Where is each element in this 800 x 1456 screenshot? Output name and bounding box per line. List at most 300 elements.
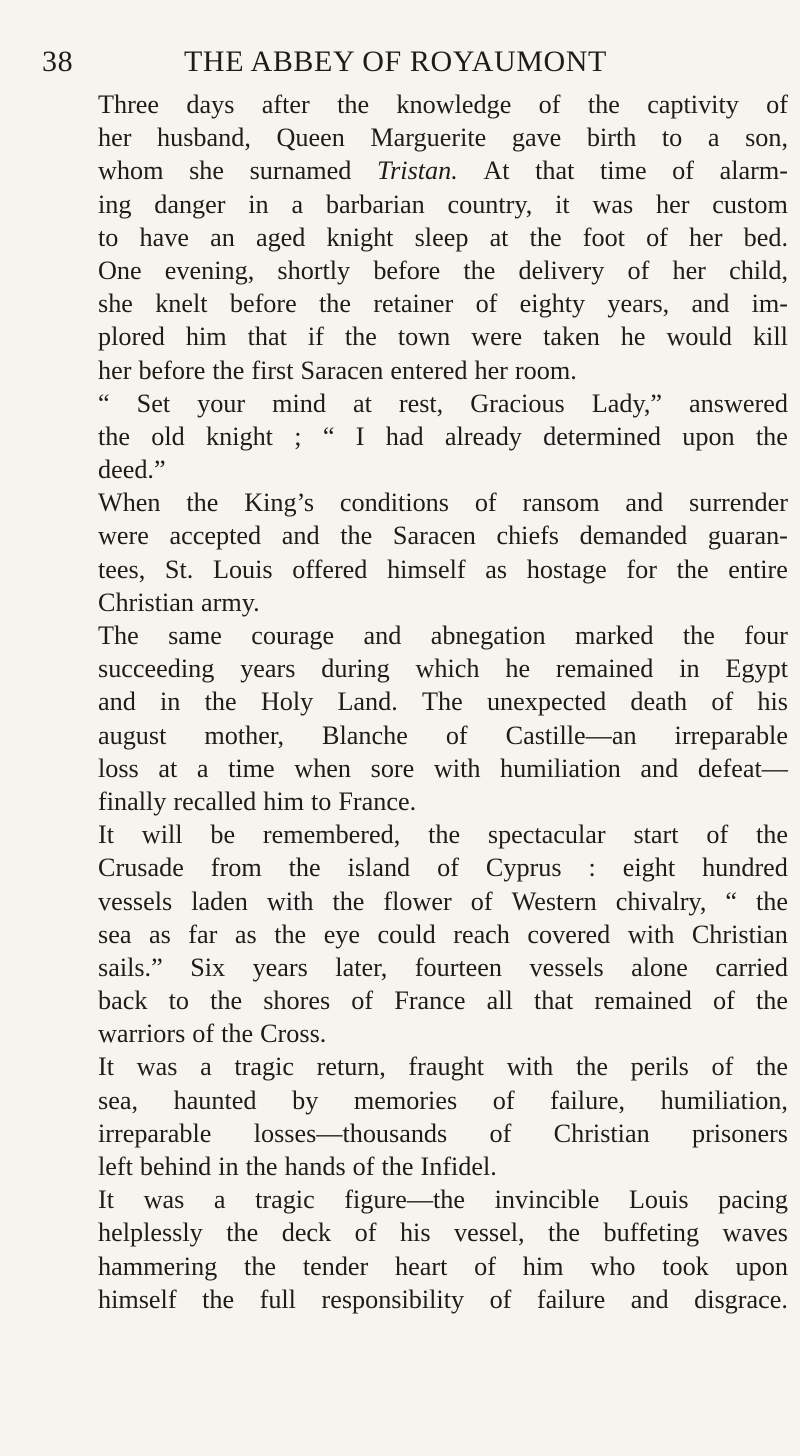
running-head	[42, 42, 754, 82]
word: shortly	[277, 255, 351, 285]
word: failure	[536, 1284, 606, 1314]
word: left	[98, 1152, 133, 1181]
word: birth	[586, 123, 637, 153]
word: son,	[745, 123, 788, 153]
word: could	[377, 919, 436, 949]
word: guaran-	[707, 521, 788, 551]
word: loss	[98, 753, 139, 783]
word: room.	[514, 355, 577, 385]
word: The	[422, 687, 463, 717]
word: when	[294, 753, 352, 783]
word: of	[474, 488, 497, 518]
word: covered	[527, 919, 611, 949]
word: he	[620, 322, 646, 352]
word: of	[351, 986, 374, 1016]
word: it	[555, 189, 570, 219]
word: he	[505, 654, 531, 684]
word: ;	[294, 421, 302, 451]
word: failure,	[550, 1085, 626, 1115]
word: deed.”	[98, 455, 166, 485]
word: spectacular	[487, 820, 606, 850]
word: husband,	[157, 123, 251, 153]
word: Tristan.	[376, 156, 458, 186]
word: im-	[751, 289, 788, 319]
word: knowledge	[396, 90, 512, 119]
word: all	[486, 986, 513, 1016]
word: himself	[387, 554, 466, 584]
word: ing	[98, 189, 132, 219]
text-line	[98, 287, 788, 320]
word: the	[221, 1019, 254, 1049]
word: memories	[353, 1085, 458, 1115]
word: reach	[453, 919, 510, 949]
word: fourteen	[414, 952, 503, 982]
word: Cyprus	[485, 853, 562, 883]
word: heart	[395, 1251, 448, 1281]
word: of	[492, 1085, 515, 1115]
word: of	[712, 986, 735, 1016]
word: an	[210, 222, 235, 252]
word: in	[679, 654, 700, 684]
word: Marguerite	[370, 123, 487, 153]
word: sails.”	[98, 952, 163, 982]
word: hundred	[702, 853, 788, 883]
word: old	[151, 421, 185, 451]
text-line	[98, 453, 788, 486]
word: plored	[98, 322, 165, 352]
word: himself	[98, 1284, 177, 1314]
word: town	[397, 322, 451, 352]
word: her	[98, 123, 132, 153]
text-line	[98, 420, 788, 453]
word: as	[485, 554, 508, 584]
word: sleep	[414, 222, 469, 252]
word: knelt	[155, 289, 208, 319]
text-line	[98, 553, 788, 586]
word: losses—thousands	[253, 1118, 448, 1148]
word: of	[470, 886, 493, 916]
word: of	[706, 820, 729, 850]
word: Holy	[260, 687, 314, 717]
word: It	[98, 820, 114, 850]
word: will	[141, 820, 183, 850]
word: surrender	[689, 488, 788, 518]
page-number: 38	[42, 45, 74, 78]
word: aged	[255, 222, 306, 252]
word: prisoners	[691, 1118, 788, 1148]
word: shores	[263, 986, 331, 1016]
text-line	[98, 951, 788, 984]
word: Louis	[628, 1185, 689, 1215]
word: ransom	[522, 488, 600, 518]
word: of	[627, 255, 650, 285]
word: his	[399, 1218, 431, 1248]
word: Six	[190, 952, 226, 982]
word: bed.	[743, 222, 788, 252]
word: Saracen	[392, 521, 476, 551]
word: before	[229, 289, 297, 319]
word: tragic	[234, 1052, 294, 1082]
word: would	[666, 322, 732, 352]
word: of	[474, 1251, 496, 1281]
word: flower	[383, 886, 452, 916]
word: Louis	[212, 554, 273, 584]
text-line	[98, 1216, 788, 1249]
word: from	[210, 853, 262, 883]
word: fraught	[408, 1052, 485, 1082]
text-line	[98, 1250, 788, 1283]
word: him	[522, 1251, 564, 1281]
word: perils	[630, 1052, 689, 1082]
word: and	[640, 753, 679, 783]
text-line	[98, 1017, 788, 1050]
word: of	[766, 90, 788, 119]
word: as	[234, 919, 257, 949]
word: Christian	[553, 1118, 650, 1148]
text-line	[98, 519, 788, 552]
text-line	[98, 785, 788, 818]
word: Castille—an	[505, 720, 637, 750]
word: his	[757, 687, 788, 717]
word: Gracious	[470, 388, 565, 418]
word: barbarian	[325, 189, 425, 219]
word: danger	[154, 189, 226, 219]
word: waves	[722, 1218, 788, 1248]
word: foot	[582, 222, 625, 252]
word: time	[600, 156, 647, 186]
word: far	[188, 919, 218, 949]
text-line	[98, 619, 788, 652]
word: took	[662, 1251, 709, 1281]
word: demanded	[579, 521, 688, 551]
text-line	[98, 88, 788, 121]
word: and	[630, 1284, 669, 1314]
word: answered	[689, 388, 788, 418]
word: buffeting	[603, 1218, 700, 1248]
word: Saracen	[300, 355, 384, 385]
word: the	[244, 1251, 277, 1281]
word: her	[474, 355, 508, 385]
word: captivity	[647, 90, 739, 119]
word: tragic	[255, 1185, 315, 1215]
word: be	[210, 820, 236, 850]
text-line	[98, 486, 788, 519]
word: Three	[98, 90, 160, 119]
word: sea	[98, 919, 132, 949]
word: four	[744, 621, 788, 650]
word: chivalry,	[615, 886, 707, 916]
word: the	[755, 886, 788, 916]
word: in	[160, 687, 181, 717]
word: King’s	[244, 488, 315, 518]
word: It	[98, 1185, 114, 1215]
word: years,	[607, 289, 670, 319]
text-line	[98, 154, 788, 187]
word: entered	[390, 355, 468, 385]
word: during	[321, 654, 390, 684]
text-line	[98, 586, 788, 619]
word: vessel,	[454, 1218, 525, 1248]
word: the	[575, 1052, 608, 1082]
word: marked	[574, 621, 654, 650]
word: was	[143, 1185, 185, 1215]
word: that	[535, 156, 575, 186]
word: to	[310, 786, 332, 816]
word: Queen	[276, 123, 345, 153]
word: Christian	[98, 587, 195, 617]
text-line	[98, 188, 788, 221]
word: vessels	[98, 886, 173, 916]
word: taken	[543, 322, 600, 352]
word: remained	[594, 986, 692, 1016]
word: irreparable	[98, 1118, 212, 1148]
text-line	[98, 652, 788, 685]
word: her	[672, 255, 706, 285]
word: sea,	[98, 1085, 138, 1115]
word: the	[548, 1218, 581, 1248]
word: the	[381, 1152, 414, 1181]
word: alone	[631, 952, 688, 982]
word: of	[711, 687, 734, 717]
word: sore	[370, 753, 415, 783]
word: of	[352, 1152, 375, 1181]
word: by	[292, 1085, 319, 1115]
word: time	[228, 753, 275, 783]
word: the	[755, 1052, 788, 1082]
word: St.	[164, 554, 194, 584]
word: full	[259, 1284, 296, 1314]
word: and	[625, 488, 664, 518]
word: the	[463, 255, 496, 285]
word: mother,	[204, 720, 285, 750]
text-line	[98, 1150, 788, 1183]
word: a	[707, 123, 720, 153]
word: evening,	[164, 255, 255, 285]
word: carried	[715, 952, 788, 982]
word: with	[433, 753, 481, 783]
word: chiefs	[496, 521, 559, 551]
text-line	[98, 1084, 788, 1117]
word: with	[266, 886, 314, 916]
word: him	[263, 786, 304, 816]
word: days	[186, 90, 235, 119]
text-line	[98, 918, 788, 951]
word: of	[354, 1218, 377, 1248]
word: responsibility	[321, 1284, 465, 1314]
word: country,	[447, 189, 533, 219]
word: accepted	[169, 521, 262, 551]
word: to	[98, 222, 119, 252]
word: invincible	[494, 1185, 600, 1215]
word: at	[489, 222, 509, 252]
word: delivery	[518, 255, 605, 285]
word: unexpected	[486, 687, 607, 717]
word: irreparable	[674, 720, 788, 750]
word: of	[489, 1118, 512, 1148]
word: the	[428, 820, 461, 850]
text-line	[98, 685, 788, 718]
text-line	[98, 1117, 788, 1150]
word: the	[340, 521, 373, 551]
word: him	[185, 322, 227, 352]
word: she	[189, 156, 224, 186]
word: in	[218, 1152, 239, 1181]
word: the	[587, 90, 620, 119]
word: Lady,”	[591, 388, 663, 418]
word: the	[755, 421, 788, 451]
word: upon	[682, 421, 735, 451]
word: disgrace.	[694, 1284, 788, 1314]
word: whom	[98, 156, 164, 186]
word: tender	[302, 1251, 369, 1281]
word: before	[138, 355, 206, 385]
text-line	[98, 851, 788, 884]
text-line	[98, 221, 788, 254]
word: same	[168, 621, 222, 650]
word: At	[483, 156, 510, 186]
word: august	[98, 720, 167, 750]
word: remained	[555, 654, 654, 684]
word: and	[98, 687, 136, 717]
word: “	[322, 421, 335, 451]
word: humiliation,	[660, 1085, 788, 1115]
word: have	[139, 222, 189, 252]
word: of	[538, 90, 561, 119]
word: It	[98, 1052, 114, 1082]
word: abnegation	[430, 621, 546, 650]
word: laden	[191, 886, 248, 916]
word: island	[347, 853, 411, 883]
word: eight	[622, 853, 676, 883]
word: her	[689, 222, 723, 252]
word: figure—the	[344, 1185, 466, 1215]
word: the	[210, 986, 243, 1016]
word: the	[529, 222, 562, 252]
word: first	[251, 355, 294, 385]
word: was	[136, 1052, 178, 1082]
word: of	[475, 289, 498, 319]
word: if	[307, 322, 324, 352]
word: rest,	[398, 388, 444, 418]
word: tees,	[98, 554, 146, 584]
word: the	[755, 986, 788, 1016]
word: recalled	[173, 786, 257, 816]
word: Set	[136, 388, 171, 418]
word: of	[672, 156, 694, 186]
word: knight	[206, 421, 273, 451]
word: alarm-	[719, 156, 788, 186]
text-line	[98, 885, 788, 918]
text-line	[98, 354, 788, 387]
word: Egypt	[725, 654, 788, 684]
word: and	[691, 289, 730, 319]
word: knight	[326, 222, 394, 252]
word: already	[444, 421, 522, 451]
word: army.	[201, 587, 260, 617]
word: of	[711, 1052, 734, 1082]
word: of	[445, 720, 468, 750]
word: later,	[335, 952, 388, 982]
word: kill	[752, 322, 788, 352]
word: Blanche	[322, 720, 408, 750]
word: a	[213, 1185, 226, 1215]
word: mind	[272, 388, 326, 418]
word: that	[533, 986, 574, 1016]
word: the	[319, 289, 352, 319]
word: surnamed	[249, 156, 352, 186]
word: hammering	[98, 1251, 218, 1281]
word: the	[212, 355, 245, 385]
word: the	[226, 1218, 259, 1248]
word: return,	[316, 1052, 386, 1082]
word: the	[98, 421, 130, 451]
word: the	[337, 90, 370, 119]
word: conditions	[339, 488, 449, 518]
word: the	[202, 1284, 235, 1314]
word: defeat—	[697, 753, 788, 783]
word: her	[655, 189, 690, 219]
word: the	[344, 322, 377, 352]
word: eighty	[519, 289, 586, 319]
word: When	[98, 488, 161, 518]
word: Infidel.	[420, 1152, 497, 1181]
word: France	[394, 986, 466, 1016]
word: start	[633, 820, 679, 850]
word: custom	[712, 189, 788, 219]
word: eye	[323, 919, 361, 949]
word: haunted	[173, 1085, 257, 1115]
word: before	[373, 255, 441, 285]
text-line	[98, 121, 788, 154]
body-text	[98, 88, 788, 1316]
word: in	[248, 189, 269, 219]
word: deck	[281, 1218, 332, 1248]
word: the	[755, 820, 788, 850]
word: years	[240, 654, 296, 684]
word: death	[630, 687, 688, 717]
word: a	[291, 189, 304, 219]
word: and	[363, 621, 402, 650]
word: courage	[251, 621, 335, 650]
word: The	[98, 621, 139, 650]
word: finally	[98, 786, 167, 816]
word: were	[471, 322, 523, 352]
word: years	[252, 952, 308, 982]
word: the	[288, 853, 321, 883]
word: vessels	[529, 952, 604, 982]
text-line	[98, 1283, 788, 1316]
word: with	[627, 919, 675, 949]
word: that	[247, 322, 287, 352]
book-title: THE ABBEY OF ROYAUMONT	[184, 45, 607, 78]
word: of	[192, 1019, 215, 1049]
word: the	[682, 621, 715, 650]
word: the	[204, 687, 237, 717]
word: the	[332, 886, 365, 916]
word: with	[506, 1052, 554, 1082]
word: were	[98, 521, 149, 551]
word: and	[281, 521, 320, 551]
text-line	[98, 984, 788, 1017]
word: “	[725, 886, 737, 916]
word: she	[98, 289, 133, 319]
word: Crusade	[98, 853, 184, 883]
word: of	[646, 222, 668, 252]
word: gave	[511, 123, 562, 153]
word: Cross.	[260, 1019, 327, 1049]
word: a	[200, 1052, 212, 1082]
word: at	[158, 753, 178, 783]
